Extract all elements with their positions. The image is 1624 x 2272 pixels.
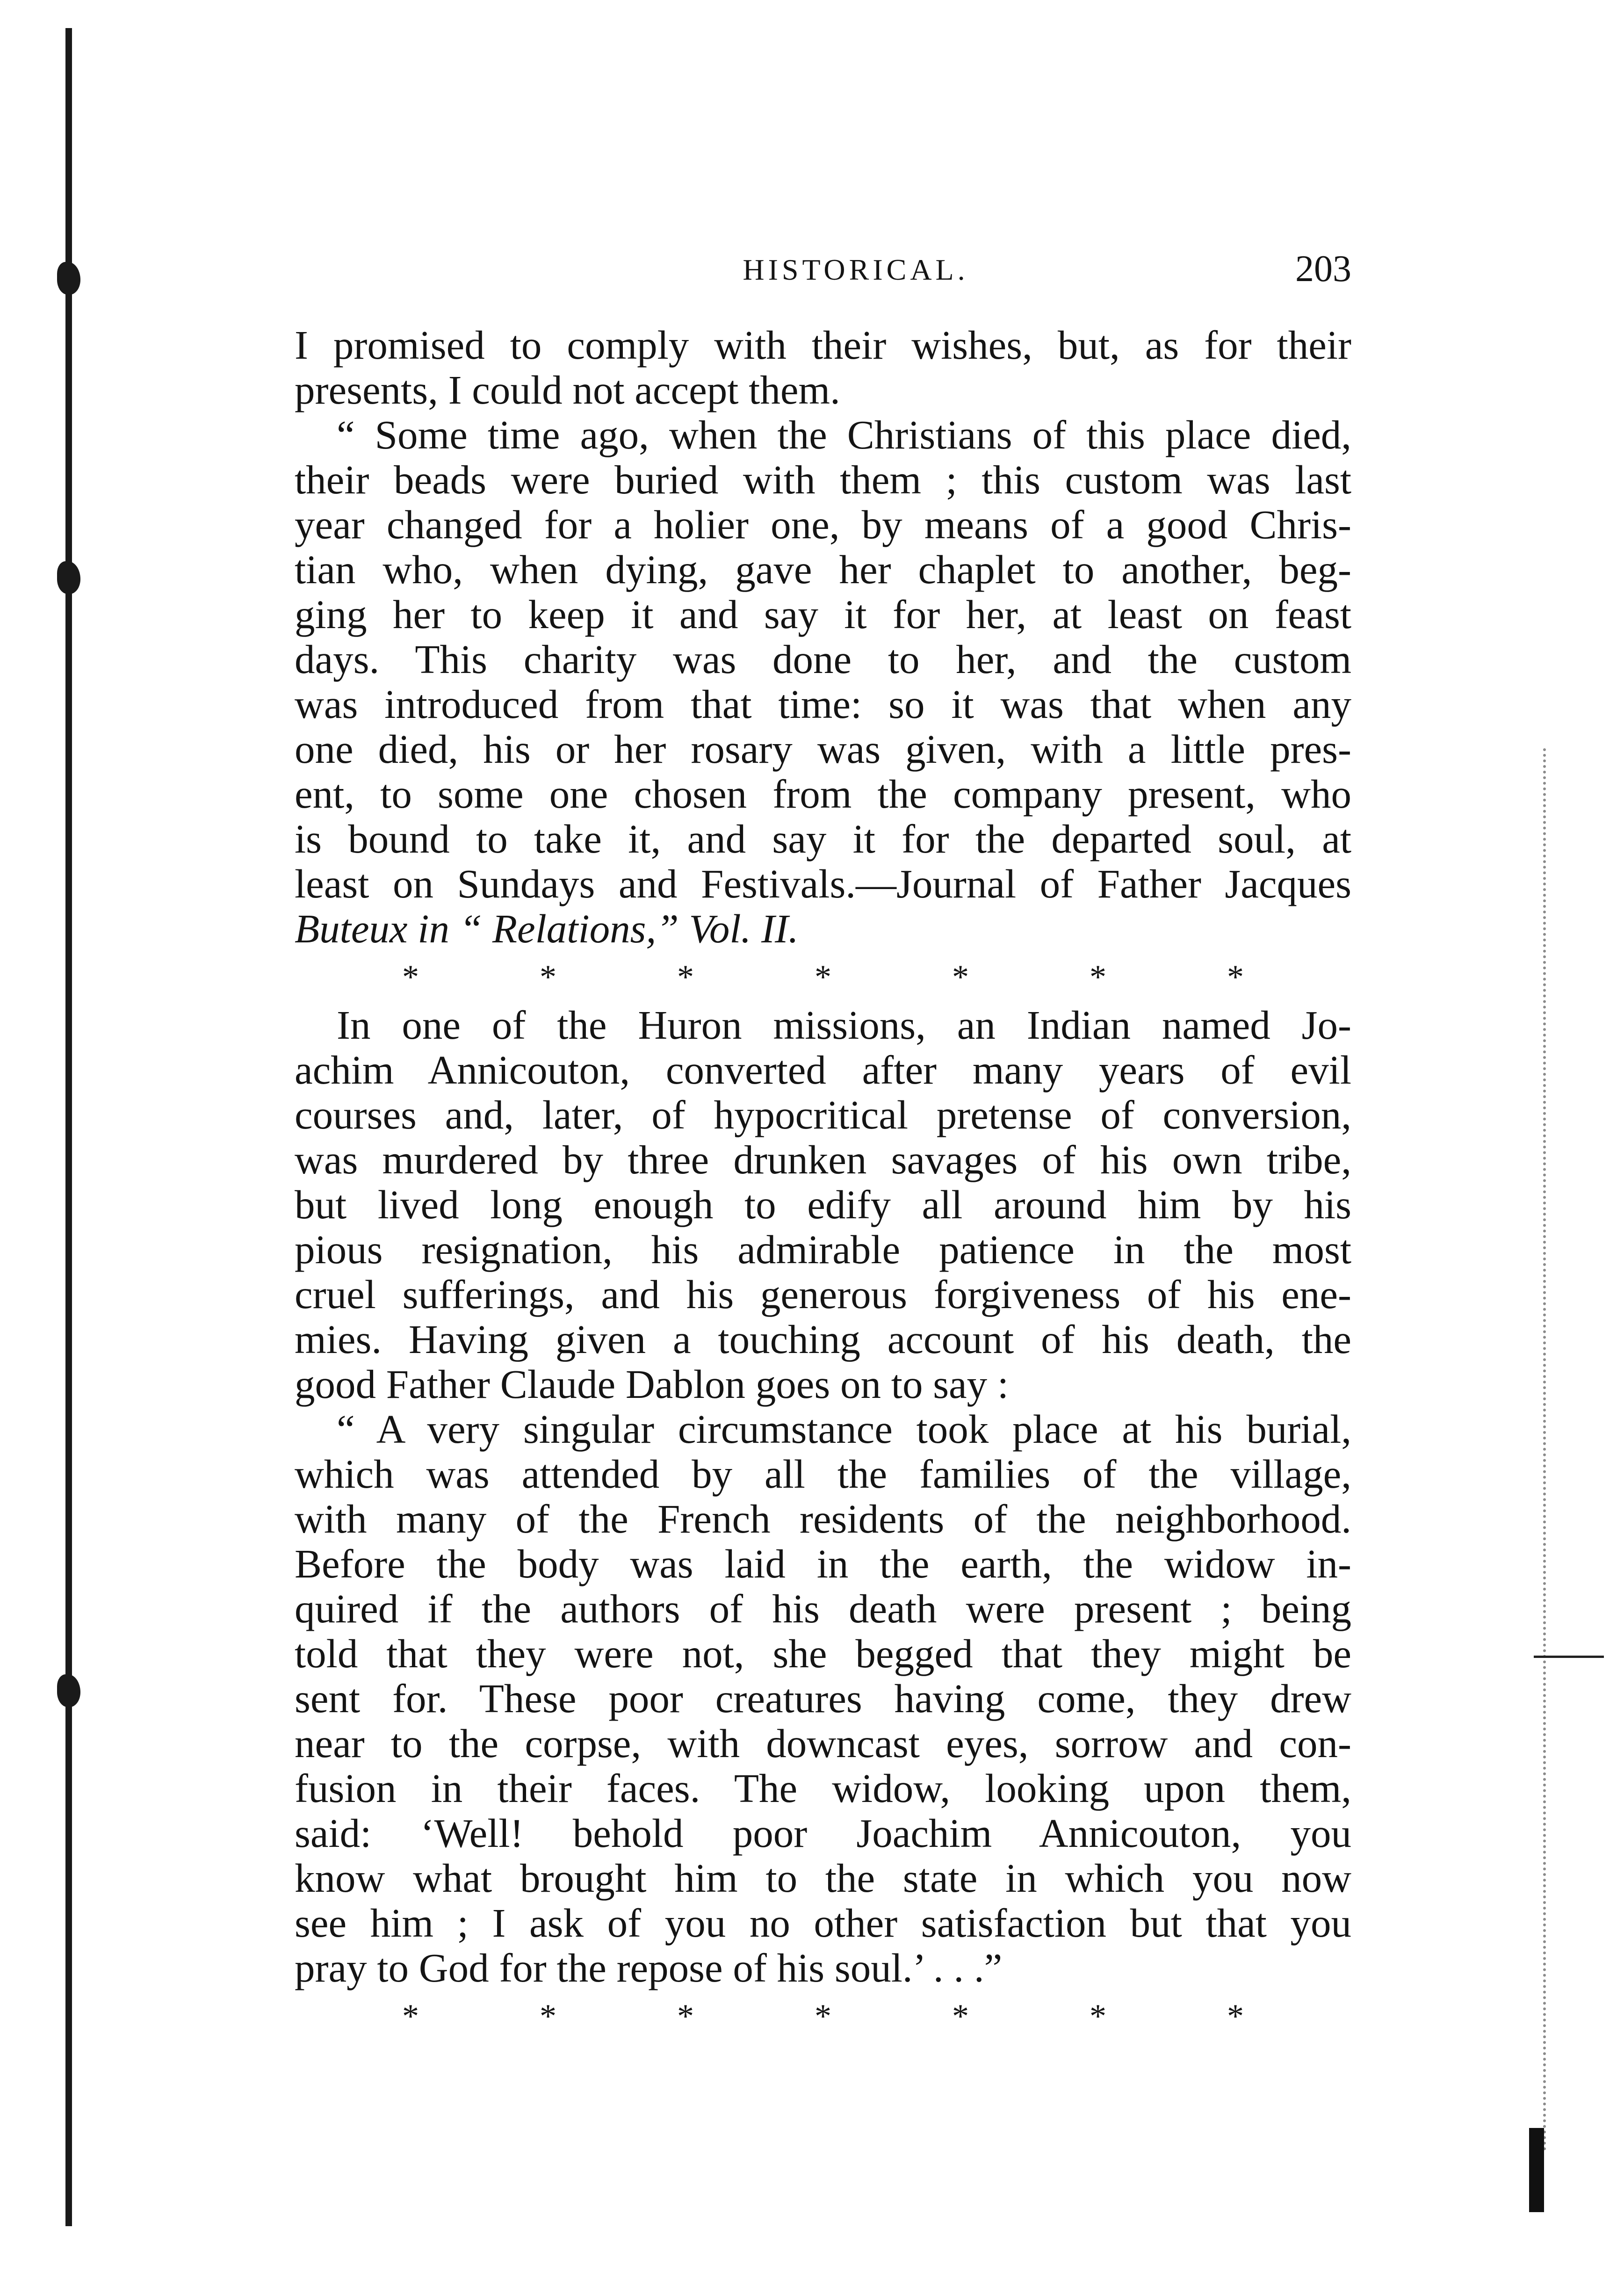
- text-line: I promised to comply with their wishes, but, as for their: [295, 322, 1351, 368]
- text-line: is bound to take it, and say it for the departed soul, at: [295, 816, 1351, 861]
- text-line: quired if the authors of his death were present ; being: [295, 1586, 1351, 1631]
- separator-star: *: [1090, 1997, 1106, 2035]
- text-line: “ A very singular circumstance took place at his burial,: [337, 1406, 1351, 1452]
- text-line: which was attended by all the families of the village,: [295, 1451, 1351, 1497]
- text-line: days. This charity was done to her, and the custom: [295, 637, 1351, 682]
- text-line: least on Sundays and Festivals.—Journal of Father Jacques: [295, 861, 1351, 906]
- text-line: pray to God for the repose of his soul.’ . . .”: [295, 1945, 1003, 1990]
- page-edge-block: [1529, 2128, 1544, 2212]
- text-line: courses and, later, of hypocritical pretense of conversion,: [295, 1092, 1351, 1137]
- text-line: Before the body was laid in the earth, the widow in-: [295, 1541, 1351, 1586]
- text-line: good Father Claude Dablon goes on to say :: [295, 1361, 1009, 1407]
- separator-star: *: [402, 1997, 419, 2035]
- binding-mark: [57, 561, 80, 594]
- separator-star: *: [1090, 958, 1106, 996]
- text-line: pious resignation, his admirable patience in the most: [295, 1227, 1351, 1272]
- binding-mark: [57, 262, 80, 295]
- text-line: know what brought him to the state in which you now: [295, 1855, 1351, 1901]
- text-line: cruel sufferings, and his generous forgiveness of his ene-: [295, 1272, 1351, 1317]
- section-separator: [402, 1990, 1244, 2042]
- section-separator: [402, 951, 1244, 1003]
- page-edge-mark: [1534, 1656, 1604, 1658]
- separator-star: *: [402, 958, 419, 996]
- page-number: 203: [1295, 248, 1351, 289]
- text-line: “ Some time ago, when the Christians of this place died,: [337, 412, 1351, 457]
- text-line: was introduced from that time: so it was that when any: [295, 681, 1351, 727]
- text-line: one died, his or her rosary was given, with a little pres-: [295, 726, 1351, 772]
- text-line: was murdered by three drunken savages of his own tribe,: [295, 1137, 1351, 1182]
- page-edge-shadow: [1543, 748, 1549, 2151]
- text-line: near to the corpse, with downcast eyes, sorrow and con-: [295, 1721, 1351, 1766]
- separator-star: *: [540, 958, 556, 996]
- text-line: their beads were buried with them ; this custom was last: [295, 457, 1351, 502]
- body-text: [295, 323, 1351, 2042]
- text-line: see him ; I ask of you no other satisfaction but that you: [295, 1900, 1351, 1946]
- text-line: tian who, when dying, gave her chaplet to another, beg-: [295, 547, 1351, 592]
- separator-star: *: [952, 958, 969, 996]
- separator-star: *: [540, 1997, 556, 2035]
- text-line: presents, I could not accept them.: [295, 367, 840, 412]
- separator-star: *: [815, 958, 831, 996]
- paragraph: [295, 1407, 1351, 1990]
- text-line: ent, to some one chosen from the company present, who: [295, 771, 1351, 817]
- text-line: year changed for a holier one, by means of a good Chris-: [295, 502, 1351, 547]
- separator-star: *: [952, 1997, 969, 2035]
- separator-star: *: [815, 1997, 831, 2035]
- text-line: with many of the French residents of the neighborhood.: [295, 1496, 1351, 1541]
- text-line: In one of the Huron missions, an Indian named Jo-: [337, 1002, 1351, 1048]
- paragraph: [295, 1003, 1351, 1407]
- text-line: sent for. These poor creatures having come, they drew: [295, 1676, 1351, 1721]
- paragraph: [295, 412, 1351, 951]
- text-line: mies. Having given a touching account of his death, the: [295, 1317, 1351, 1362]
- text-line: achim Annicouton, converted after many years of evil: [295, 1047, 1351, 1093]
- text-line: ging her to keep it and say it for her, at least on feast: [295, 592, 1351, 637]
- page-header: [295, 243, 1351, 299]
- text-line: fusion in their faces. The widow, looking upon them,: [295, 1766, 1351, 1811]
- running-head: HISTORICAL.: [743, 253, 969, 286]
- separator-star: *: [677, 958, 694, 996]
- paragraph: [295, 323, 1351, 412]
- text-line: said: ‘Well! behold poor Joachim Annicouton, you: [295, 1810, 1351, 1856]
- citation-line: Buteux in “ Relations,” Vol. II.: [295, 906, 799, 951]
- separator-star: *: [1227, 1997, 1244, 2035]
- text-line: told that they were not, she begged that they might be: [295, 1631, 1351, 1676]
- separator-star: *: [1227, 958, 1244, 996]
- separator-star: *: [677, 1997, 694, 2035]
- text-line: but lived long enough to edify all around him by his: [295, 1182, 1351, 1227]
- binding-edge: [65, 28, 72, 2226]
- binding-mark: [57, 1674, 80, 1707]
